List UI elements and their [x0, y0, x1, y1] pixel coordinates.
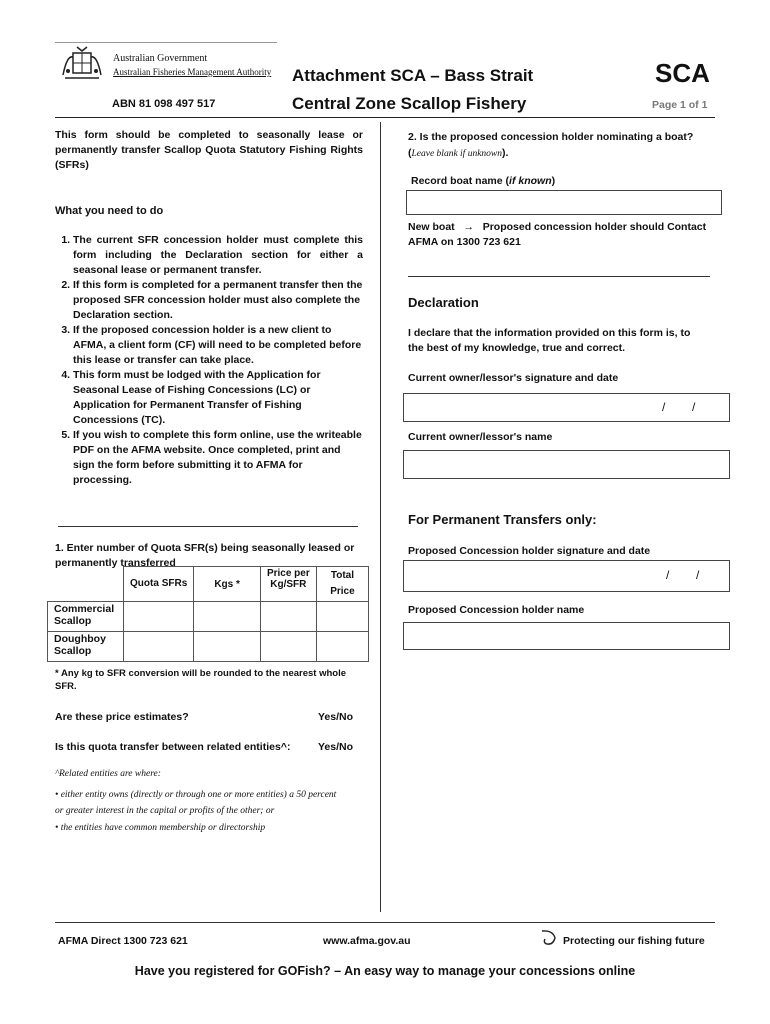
owner-name-input[interactable] — [403, 450, 730, 479]
step-5: 5. If you wish to complete this form online, use the writeable PDF on the AFMA website. Once completed, print and sign the form before submitting it to AFMA for processing. — [73, 428, 363, 488]
price-estimate-answer[interactable]: Yes/No — [318, 711, 354, 723]
footer-divider — [55, 922, 715, 923]
price-estimate-question: Are these price estimates? — [55, 711, 189, 723]
header — [0, 0, 770, 120]
doughboy-kgs-cell[interactable] — [194, 632, 260, 662]
doughboy-total-cell[interactable] — [316, 632, 368, 662]
boat-name-input[interactable] — [406, 190, 722, 215]
boat-name-label-text: Record boat name — [411, 175, 503, 187]
abn: ABN 81 098 497 517 — [112, 98, 216, 110]
table-header-blank — [48, 567, 124, 602]
table-header-quota: Quota SFRs — [124, 567, 194, 602]
intro-text: This form should be completed to seasonally lease or permanently transfer Scallop Quota Statutory Fishing Rights (SFRs) — [55, 129, 363, 171]
new-boat-text: Proposed concession holder should Contact AFMA on 1300 723 621 — [408, 221, 707, 248]
question-2: 2. Is the proposed concession holder nominating a boat? — [408, 131, 694, 143]
right-section-rule — [408, 276, 710, 277]
new-boat-label: New boat — [408, 221, 455, 233]
row-label-commercial: Commercial Scallop — [48, 602, 124, 632]
gofish-banner: Have you registered for GOFish? – An easy way to manage your concessions online — [134, 964, 636, 978]
boat-name-label: Record boat name (if known) — [411, 175, 556, 187]
step-3: 3. If the proposed concession holder is a new client to AFMA, a client form (CF) will need to be completed before this lease or transfer can take place. — [73, 323, 363, 368]
step-4: 4. This form must be lodged with the Application for Seasonal Lease of Fishing Concessions (LC) or Application for Permanent Transfer of Fishing Concessions (TC). — [73, 368, 363, 428]
quota-table — [47, 566, 369, 662]
owner-name-label: Current owner/lessor's name — [408, 431, 553, 443]
step-2: 2. If this form is completed for a permanent transfer then the proposed SFR concession holder must also complete the Declaration section. — [73, 278, 363, 323]
question-1: 1. Enter number of Quota SFR(s) being seasonally leased or permanently transferred — [55, 542, 355, 569]
footer-phone: AFMA Direct 1300 723 621 — [58, 935, 188, 947]
step-1: 1. The current SFR concession holder must complete this form including the Declaration section for either a seasonal lease or permanent transfer. — [73, 233, 363, 278]
kg-note: * Any kg to SFR conversion will be rounded to the nearest whole SFR. — [55, 668, 347, 692]
question-2-hint: (Leave blank if unknown). — [408, 147, 509, 159]
table-row — [48, 602, 369, 632]
left-section-rule — [58, 526, 358, 527]
proposed-name-label: Proposed Concession holder name — [408, 604, 585, 616]
related-heading: ^Related entities are where: — [55, 769, 161, 779]
column-divider — [380, 122, 381, 912]
logo-block — [55, 42, 277, 83]
related-bullet-2: • the entities have common membership or directorship — [55, 823, 266, 833]
quota-table-header — [48, 567, 369, 602]
proposed-signature-input[interactable] — [403, 560, 730, 592]
agency-name: Australian Fisheries Management Authority — [113, 67, 272, 77]
gov-name: Australian Government — [113, 53, 208, 64]
row-label-doughboy: Doughboy Scallop — [48, 632, 124, 662]
coat-of-arms-icon — [59, 45, 105, 83]
boat-name-label-italic: if known — [509, 175, 552, 187]
footer-tagline: Protecting our fishing future — [563, 935, 705, 947]
permanent-transfers-heading: For Permanent Transfers only: — [408, 512, 597, 527]
proposed-name-input[interactable] — [403, 622, 730, 650]
page-number: Page 1 of 1 — [652, 99, 708, 111]
table-header-kgs: Kgs * — [194, 567, 260, 602]
commercial-quota-cell[interactable] — [124, 602, 194, 632]
related-bullet-1: • either entity owns (directly or through one or more entities) a 50 percent or greater interest in the capital or profits of the other; or — [55, 790, 337, 816]
table-header-total: Total Price — [316, 567, 368, 602]
form-title-line2: Central Zone Scallop Fishery — [292, 94, 527, 113]
table-row — [48, 632, 369, 662]
commercial-kgs-cell[interactable] — [194, 602, 260, 632]
commercial-total-cell[interactable] — [316, 602, 368, 632]
proposed-date-slashes: / / — [666, 568, 700, 582]
form-title-line1: Attachment SCA – Bass Strait — [292, 66, 534, 85]
owner-signature-input[interactable] — [403, 393, 730, 422]
doughboy-quota-cell[interactable] — [124, 632, 194, 662]
arrow-right-icon: → — [463, 221, 474, 233]
related-entities-question: Is this quota transfer between related entities^: — [55, 741, 291, 753]
owner-date-slashes: / / — [662, 400, 696, 414]
declaration-text: I declare that the information provided on this form is, to the best of my knowledge, true and correct. — [408, 327, 691, 354]
footer-website[interactable]: www.afma.gov.au — [323, 935, 411, 947]
what-you-need-heading: What you need to do — [55, 205, 164, 217]
proposed-signature-label: Proposed Concession holder signature and date — [408, 545, 651, 557]
question-2-hint-text: Leave blank if unknown — [411, 149, 502, 159]
steps-list — [55, 233, 363, 488]
form-code: SCA — [655, 58, 710, 88]
commercial-price-cell[interactable] — [260, 602, 316, 632]
declaration-heading: Declaration — [408, 295, 479, 310]
owner-signature-label: Current owner/lessor's signature and date — [408, 372, 619, 384]
doughboy-price-cell[interactable] — [260, 632, 316, 662]
related-entities-answer[interactable]: Yes/No — [318, 741, 354, 753]
new-boat-note — [408, 220, 708, 250]
table-header-price: Price per Kg/SFR — [260, 567, 316, 602]
header-divider — [55, 117, 715, 118]
fish-hook-icon — [539, 928, 559, 948]
